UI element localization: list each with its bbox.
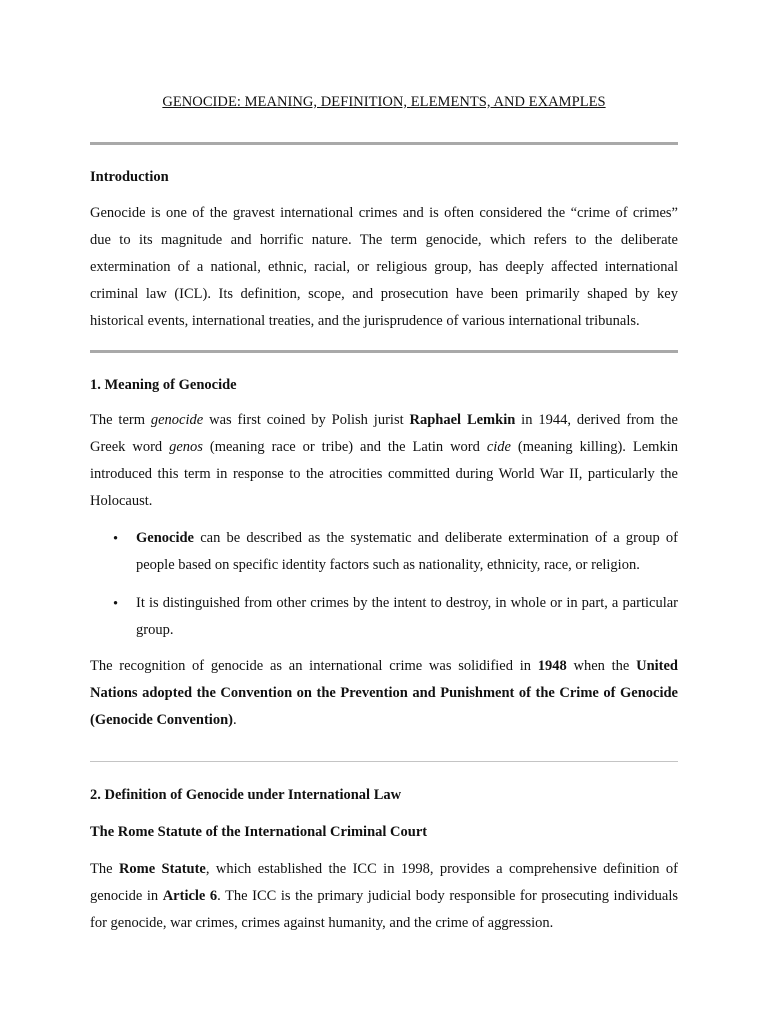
intro-line: criminal law (ICL). Its definition, scope, and prosecution have been primarily shaped by key (90, 286, 678, 302)
bullet-icon: • (113, 531, 119, 547)
intro-line: due to its magnitude and horrific nature. The term genocide, which refers to the deliberate (90, 232, 678, 248)
section-divider (90, 761, 678, 762)
intro-paragraph (90, 200, 678, 335)
document-title: GENOCIDE: MEANING, DEFINITION, ELEMENTS, AND EXAMPLES (162, 94, 606, 110)
meaning-line: The term genocide was first coined by Polish jurist Raphael Lemkin in 1944, derived from the (90, 412, 678, 428)
meaning-line: Holocaust. (90, 493, 153, 509)
bullet-icon: • (113, 596, 119, 612)
section-divider (90, 350, 678, 353)
intro-line: historical events, international treaties, and the jurisprudence of various international tribunals. (90, 313, 640, 329)
intro-line: extermination of a national, ethnic, racial, or religious group, has deeply affected international (90, 259, 678, 275)
definition-heading: 2. Definition of Genocide under International Law (90, 787, 402, 803)
bullet-item: It is distinguished from other crimes by the intent to destroy, in whole or in part, a particular group. (136, 595, 678, 638)
meaning-paragraph (90, 407, 678, 515)
meaning-heading: 1. Meaning of Genocide (90, 377, 237, 393)
meaning-line: introduced this term in response to the atrocities committed during World War II, particularly the (90, 466, 678, 482)
definition-paragraph: The Rome Statute, which established the ICC in 1998, provides a comprehensive definition of genocide in Article 6. The ICC is the primary judicial body responsible for prosecuting individuals for genocide, war crimes, crimes against humanity, and the crime of aggression. (90, 861, 678, 931)
intro-heading: Introduction (90, 169, 169, 185)
section-divider (90, 142, 678, 145)
meaning-paragraph-2: The recognition of genocide as an international crime was solidified in 1948 when the United Nations adopted the Convention on the Prevention and Punishment of the Crime of Genocide (Genocide Convention). (90, 658, 678, 728)
meaning-line: Greek word genos (meaning race or tribe) and the Latin word cide (meaning killing). Lemkin (90, 439, 678, 455)
definition-subheading: The Rome Statute of the International Criminal Court (90, 824, 428, 840)
intro-line: Genocide is one of the gravest international crimes and is often considered the “crime of crimes” (90, 205, 678, 221)
bullet-item: Genocide can be described as the systematic and deliberate extermination of a group of people based on specific identity factors such as nationality, ethnicity, race, or religion. (136, 530, 678, 573)
